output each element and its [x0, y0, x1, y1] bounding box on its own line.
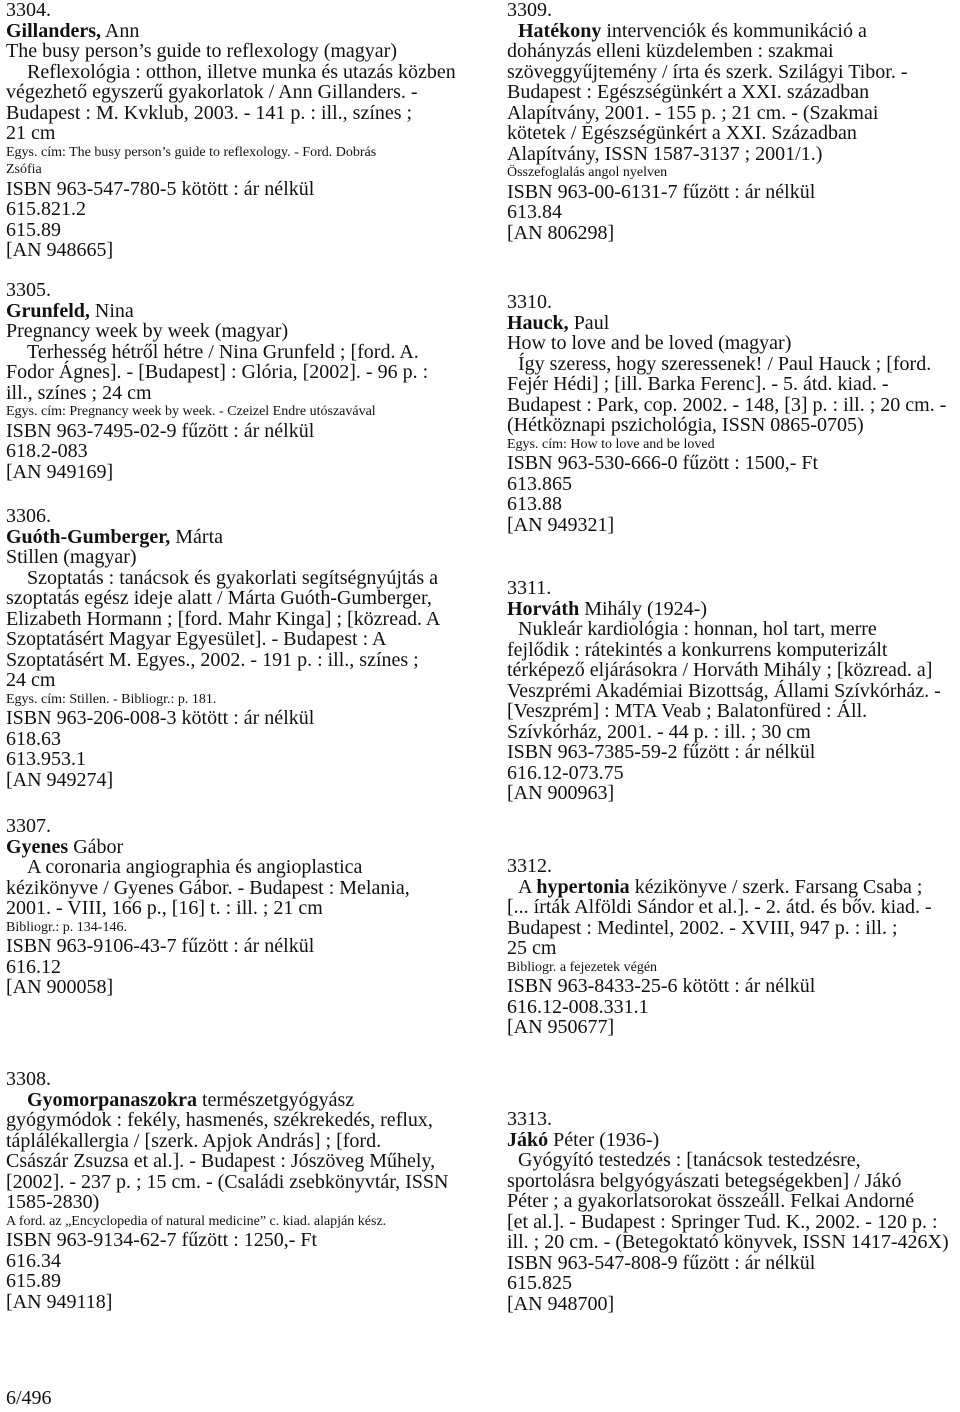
entry-text: [AN 900963]: [507, 782, 615, 804]
entry-line: [6, 179, 496, 200]
entry-text: Mihály (1924-): [579, 597, 707, 620]
bibliography-entry: [507, 1109, 960, 1314]
entry-text: [AN 806298]: [507, 221, 615, 244]
entry-line: [507, 1232, 960, 1253]
entry-text: Veszprémi Akadémiai Bizottság, Állami Szívkórház. -: [507, 679, 941, 702]
entry-line: [507, 1191, 960, 1212]
entry-line: [507, 474, 960, 495]
entry-text: sportolásra belgyógyászati betegségekben] / Jákó: [507, 1169, 902, 1192]
entry-line: [6, 199, 496, 220]
bibliography-entry: [6, 506, 496, 790]
entry-title-line: [507, 21, 960, 42]
entry-title-line: [507, 877, 960, 898]
entry-line: [6, 1230, 496, 1251]
entry-text: 618.2-083: [6, 440, 88, 462]
entry-text: Budapest : Medintel, 2002. - XVIII, 947 p. : ill. ;: [507, 916, 898, 939]
entry-line: [507, 1253, 960, 1274]
entry-line: [6, 957, 496, 978]
entry-text: Bibliogr.: p. 134-146.: [6, 919, 127, 935]
entry-line: [6, 123, 496, 144]
entry-line: [6, 462, 496, 483]
left-column: [6, 0, 496, 1380]
entry-line: [6, 609, 496, 630]
entry-text: Márta: [170, 525, 224, 548]
entry-line: [507, 395, 960, 416]
entry-text: 615.825: [507, 1272, 572, 1294]
entry-text: 615.89: [6, 218, 61, 241]
entry-text: ISBN 963-7495-02-9 fűzött : ár nélkül: [6, 419, 315, 442]
entry-text: Budapest : M. Kvklub, 2003. - 141 p. : ill., színes ;: [6, 101, 413, 124]
entry-line: [6, 670, 496, 691]
entry-text: fejlődik : rátekintés a konkurrens komputerizált: [507, 638, 888, 661]
entry-line: [507, 742, 960, 763]
entry-number: 3309.: [507, 0, 552, 21]
entry-text: kézikönyve / Gyenes Gábor. - Budapest : Melania,: [6, 876, 410, 899]
entry-text: Pregnancy week by week (magyar): [6, 320, 289, 342]
entry-line: [507, 640, 960, 661]
entry-text: 2001. - VIII, 166 p., [16] t. : ill. ; 21 cm: [6, 897, 323, 919]
entry-text: Budapest : Egészségünkért a XXI. században: [507, 81, 870, 103]
entry-text: Egys. cím: Pregnancy week by week. - Czeizel Endre utószavával: [6, 404, 376, 419]
entry-text: [2002]. - 237 p. ; 15 cm. - (Családi zsebkönyvtár, ISSN: [6, 1170, 449, 1193]
entry-line: [507, 62, 960, 83]
entry-text: Budapest : Park, cop. 2002. - 148, [3] p. : ill. ; 20 cm. -: [507, 393, 947, 416]
entry-line: [6, 1292, 496, 1313]
entry-text: 25 cm: [507, 937, 557, 959]
entry-line: [507, 938, 960, 959]
entry-heading-word: Hauck,: [507, 311, 569, 334]
entry-line: [507, 1212, 960, 1233]
bibliography-entry: [507, 856, 960, 1038]
entry-text: végezhető egyszerű gyakorlatok / Ann Gillanders. -: [6, 81, 418, 103]
entry-text: Péter (1936-): [548, 1128, 660, 1151]
entry-title-line: [6, 62, 496, 83]
entry-text: 616.34: [6, 1249, 61, 1272]
entry-text: Elizabeth Hormann ; [ford. Mahr Kinga] ; [közread. A: [6, 607, 441, 630]
entry-text: [AN 949118]: [6, 1290, 113, 1313]
entry-text: [AN 949169]: [6, 460, 114, 483]
entry-line: [507, 1171, 960, 1192]
entry-text: Reflexológia : otthon, illetve munka és utazás közben: [27, 60, 456, 83]
entry-number: 3304.: [6, 0, 51, 21]
entry-text: (Hétköznapi pszichológia, ISSN 0865-0705): [507, 414, 864, 436]
entry-line: [507, 1130, 960, 1151]
entry-title-line: [6, 1090, 496, 1111]
entry-line: [507, 313, 960, 334]
entry-line: [507, 660, 960, 681]
entry-line: [507, 918, 960, 939]
entry-text: gyógymódok : fekély, hasmenés, székrekedés, reflux,: [6, 1109, 433, 1131]
entry-text: [AN 949274]: [6, 768, 114, 791]
right-column: [507, 0, 960, 1380]
entry-text: A: [518, 875, 537, 898]
entry-line: [6, 220, 496, 241]
entry-line: [507, 515, 960, 536]
entry-line: [507, 783, 960, 804]
entry-title-line: [6, 342, 496, 363]
entry-text: Bibliogr. a fejezetek végén: [507, 959, 658, 975]
entry-note: [507, 959, 960, 977]
entry-text: Szoptatásért M. Egyes., 2002. - 191 p. : ill., színes ;: [6, 648, 419, 671]
entry-heading-word: Gillanders,: [6, 19, 102, 42]
entry-text: 615.89: [6, 1270, 61, 1292]
entry-title-line: [507, 619, 960, 640]
entry-text: szoptatás egész ideje alatt / Márta Guóth-Gumberger,: [6, 587, 432, 609]
entry-line: [507, 1017, 960, 1038]
page-number: 6/496: [6, 1387, 52, 1409]
entry-line: [507, 599, 960, 620]
entry-title-line: [6, 857, 496, 878]
entry-line: [6, 749, 496, 770]
entry-text: Szívkórház, 2001. - 44 p. : ill. ; 30 cm: [507, 720, 811, 743]
entry-text: térképező eljárásokra / Horváth Mihály ; [közread. a]: [507, 659, 933, 681]
entry-number: 3313.: [507, 1108, 552, 1130]
entry-text: táplálékallergia / [szerk. Apjok András] ; [ford.: [6, 1129, 382, 1152]
entry-note: [507, 436, 960, 454]
entry-text: ISBN 963-8433-25-6 kötött : ár nélkül: [507, 975, 816, 997]
entry-title-line: [6, 568, 496, 589]
entry-note: [6, 403, 496, 421]
entry-note: [6, 161, 496, 179]
entry-text: ill., színes ; 24 cm: [6, 381, 152, 404]
bibliography-entry: [6, 816, 496, 998]
entry-text: 616.12: [6, 955, 61, 978]
entry-line: [507, 722, 960, 743]
entry-note: [6, 919, 496, 937]
entry-line: [6, 82, 496, 103]
entry-heading-word: Grunfeld,: [6, 299, 90, 322]
entry-line: [507, 1294, 960, 1315]
entry-line: [6, 383, 496, 404]
entry-line: [6, 321, 496, 342]
entry-number: 3308.: [6, 1068, 51, 1090]
entry-line: [507, 103, 960, 124]
entry-line: [507, 681, 960, 702]
entry-text: 24 cm: [6, 669, 56, 691]
entry-text: 615.821.2: [6, 198, 86, 220]
entry-line: [6, 936, 496, 957]
entry-line: [6, 1172, 496, 1193]
entry-line: [6, 527, 496, 548]
entry-text: Így szeress, hogy szeressenek! / Paul Hauck ; [ford.: [518, 352, 932, 375]
entry-line: [6, 708, 496, 729]
entry-heading-word: Hatékony: [518, 19, 602, 42]
entry-line: [507, 1273, 960, 1294]
entry-line: [507, 374, 960, 395]
entry-line: [507, 82, 960, 103]
entry-heading-word: Jákó: [507, 1128, 549, 1151]
entry-heading-word: hypertonia: [536, 875, 630, 898]
entry-line: [6, 837, 496, 858]
entry-line: [6, 588, 496, 609]
entry-text: ISBN 963-530-666-0 fűzött : 1500,- Ft: [507, 452, 819, 474]
entry-text: Alapítvány, ISSN 1587-3137 ; 2001/1.): [507, 142, 823, 165]
entry-line: [507, 123, 960, 144]
entry-note: [6, 144, 496, 162]
entry-number: 3306.: [6, 505, 51, 527]
entry-text: Gyógyító testedzés : [tanácsok testedzésre,: [518, 1149, 861, 1171]
entry-text: Terhesség hétről hétre / Nina Grunfeld ; [ford. A.: [27, 340, 419, 363]
entry-text: Ann: [101, 19, 140, 42]
entry-text: Összefoglalás angol nyelven: [507, 165, 668, 180]
entry-line: [6, 103, 496, 124]
entry-text: 616.12-008.331.1: [507, 995, 649, 1018]
entry-number: 3307.: [6, 815, 51, 837]
entry-text: Stillen (magyar): [6, 546, 137, 568]
entry-line: [6, 977, 496, 998]
entry-line: [507, 997, 960, 1018]
entry-line: [6, 21, 496, 42]
entry-line: [6, 1251, 496, 1272]
entry-line: [6, 362, 496, 383]
entry-text: Szoptatásért Magyar Egyesület]. - Budapest : A: [6, 628, 387, 650]
entry-number: 3310.: [507, 291, 552, 313]
entry-text: [et al.]. - Budapest : Springer Tud. K., 2002. - 120 p. :: [507, 1210, 938, 1233]
entry-number: 3305.: [6, 279, 51, 301]
entry-text: Paul: [568, 311, 610, 334]
entry-line: [6, 898, 496, 919]
entry-text: 1585-2830): [6, 1191, 100, 1213]
entry-text: Fejér Hédi] ; [ill. Barka Ferenc]. - 5. átd. kiad. -: [507, 373, 889, 395]
entry-text: [AN 948700]: [507, 1292, 615, 1315]
entry-line: [6, 547, 496, 568]
bibliography-entry: [507, 0, 960, 243]
entry-line: [507, 763, 960, 784]
entry-text: Fodor Ágnes]. - [Budapest] : Glória, [2002]. - 96 p. :: [6, 361, 429, 383]
entry-text: természetgyógyász: [197, 1088, 355, 1111]
entry-text: kézikönyve / szerk. Farsang Csaba ;: [629, 875, 923, 898]
entry-line: [6, 878, 496, 899]
entry-text: 613.84: [507, 201, 562, 223]
entry-line: [6, 1271, 496, 1292]
entry-note: [6, 1213, 496, 1231]
entry-line: [6, 629, 496, 650]
entry-note: [6, 691, 496, 709]
entry-text: Nukleár kardiológia : honnan, hol tart, merre: [518, 618, 877, 640]
entry-text: 613.865: [507, 472, 572, 495]
entry-text: ISBN 963-547-780-5 kötött : ár nélkül: [6, 177, 315, 200]
bibliography-entry: [6, 280, 496, 482]
entry-text: intervenciók és kommunikáció a: [601, 19, 867, 42]
entry-line: [6, 421, 496, 442]
entry-title-line: [507, 1150, 960, 1171]
entry-text: szöveggyűjtemény / írta és szerk. Szilágyi Tibor. -: [507, 60, 908, 83]
entry-line: [6, 1192, 496, 1213]
entry-line: [6, 1151, 496, 1172]
entry-text: How to love and be loved (magyar): [507, 332, 792, 354]
entry-line: [507, 701, 960, 722]
entry-text: A coronaria angiographia és angioplastica: [27, 856, 363, 878]
entry-text: kötetek / Egészségünkért a XXI. Században: [507, 122, 857, 144]
entry-text: Egys. cím: The busy person’s guide to reflexology. - Ford. Dobrás: [6, 144, 377, 160]
entry-line: [507, 453, 960, 474]
entry-text: Péter ; a gyakorlatsorokat összeáll. Felkai Andorné: [507, 1190, 915, 1212]
entry-text: Gábor: [68, 835, 124, 858]
entry-line: [6, 441, 496, 462]
entry-text: Szoptatás : tanácsok és gyakorlati segítségnyújtás a: [27, 566, 439, 589]
entry-number: 3311.: [507, 577, 552, 599]
entry-line: [507, 182, 960, 203]
entry-line: [6, 301, 496, 322]
entry-line: [6, 1131, 496, 1152]
entry-text: [AN 949321]: [507, 513, 615, 536]
entry-text: Alapítvány, 2001. - 155 p. ; 21 cm. - (Szakmai: [507, 101, 879, 124]
entry-line: [6, 240, 496, 261]
entry-text: Egys. cím: Stillen. - Bibliogr.: p. 181.: [6, 691, 217, 707]
entry-text: ISBN 963-547-808-9 fűzött : ár nélkül: [507, 1251, 816, 1274]
entry-text: Egys. cím: How to love and be loved: [507, 436, 715, 452]
entry-text: [AN 948665]: [6, 239, 114, 261]
entry-heading-word: Gyenes: [6, 835, 69, 858]
entry-text: [... írták Alföldi Sándor et al.]. - 2. átd. és bőv. kiad. -: [507, 896, 932, 918]
entry-line: [6, 41, 496, 62]
entry-text: ISBN 963-206-008-3 kötött : ár nélkül: [6, 707, 315, 729]
entry-text: The busy person’s guide to reflexology (magyar): [6, 40, 398, 62]
entry-line: [6, 729, 496, 750]
entry-heading-word: Guóth-Gumberger,: [6, 525, 171, 548]
entry-text: 21 cm: [6, 122, 56, 144]
entry-line: [507, 144, 960, 165]
entry-line: [507, 202, 960, 223]
entry-line: [507, 415, 960, 436]
entry-note: [507, 164, 960, 182]
entry-text: Zsófia: [6, 162, 42, 177]
entry-line: [507, 897, 960, 918]
bibliography-entry: [507, 292, 960, 535]
entry-text: 613.953.1: [6, 748, 86, 770]
entry-text: 613.88: [507, 493, 562, 515]
entry-text: 618.63: [6, 727, 61, 750]
entry-text: [AN 900058]: [6, 976, 114, 998]
entry-text: Nina: [89, 299, 134, 322]
entry-line: [507, 494, 960, 515]
bibliography-entry: [6, 1069, 496, 1312]
entry-title-line: [507, 354, 960, 375]
entry-line: [507, 41, 960, 62]
entry-text: 616.12-073.75: [507, 761, 624, 784]
entry-line: [507, 223, 960, 244]
entry-line: [6, 1110, 496, 1131]
entry-line: [6, 770, 496, 791]
bibliography-entry: [6, 0, 496, 261]
entry-text: [AN 950677]: [507, 1016, 615, 1038]
entry-text: ISBN 963-9134-62-7 fűzött : 1250,- Ft: [6, 1229, 318, 1251]
entry-text: Császár Zsuzsa et al.]. - Budapest : Jószöveg Műhely,: [6, 1150, 436, 1172]
entry-heading-word: Horváth: [507, 597, 580, 620]
entry-text: ISBN 963-00-6131-7 fűzött : ár nélkül: [507, 180, 816, 203]
entry-heading-word: Gyomorpanaszokra: [27, 1088, 197, 1111]
bibliography-entry: [507, 578, 960, 804]
entry-line: [507, 976, 960, 997]
entry-text: [Veszprém] : MTA Veab ; Balatonfüred : Áll.: [507, 700, 868, 722]
entry-line: [507, 333, 960, 354]
entry-text: A ford. az „Encyclopedia of natural medicine” c. kiad. alapján kész.: [6, 1213, 387, 1229]
entry-number: 3312.: [507, 855, 552, 877]
entry-line: [6, 650, 496, 671]
entry-text: ISBN 963-7385-59-2 fűzött : ár nélkül: [507, 741, 816, 763]
entry-text: dohányzás elleni küzdelemben : szakmai: [507, 40, 834, 62]
entry-text: ISBN 963-9106-43-7 fűzött : ár nélkül: [6, 935, 315, 957]
entry-text: ill. ; 20 cm. - (Betegoktató könyvek, ISSN 1417-426X): [507, 1231, 949, 1253]
